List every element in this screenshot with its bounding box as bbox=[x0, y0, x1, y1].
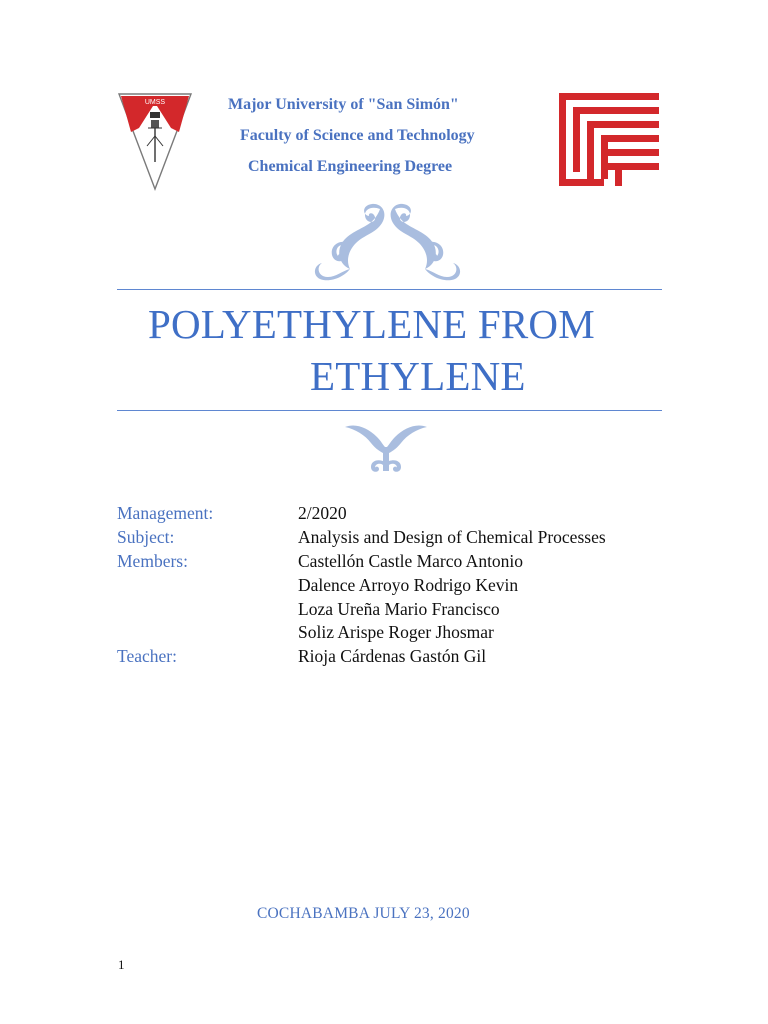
management-label: Management: bbox=[117, 503, 214, 523]
place-date: COCHABAMBA JULY 23, 2020 bbox=[257, 905, 470, 922]
teacher-label: Teacher: bbox=[117, 646, 177, 666]
subject-label: Subject: bbox=[117, 527, 175, 547]
top-ornament bbox=[310, 203, 465, 281]
degree-name: Chemical Engineering Degree bbox=[248, 158, 453, 175]
document-title-line-2: ETHYLENE bbox=[310, 353, 526, 399]
umss-logo bbox=[117, 92, 193, 192]
page-number: 1 bbox=[118, 957, 125, 972]
teacher-value: Rioja Cárdenas Gastón Gil bbox=[298, 646, 487, 666]
document-title-line-1: POLYETHYLENE FROM bbox=[148, 301, 595, 347]
member-name: Dalence Arroyo Rodrigo Kevin bbox=[298, 575, 519, 595]
member-name: Castellón Castle Marco Antonio bbox=[298, 551, 524, 571]
title-bottom-rule bbox=[117, 410, 662, 411]
bottom-ornament bbox=[345, 423, 427, 473]
fcyt-logo bbox=[559, 93, 659, 186]
members-label: Members: bbox=[117, 551, 188, 571]
management-value: 2/2020 bbox=[298, 503, 347, 523]
umss-logo-text: UMSS bbox=[144, 99, 166, 106]
title-top-rule bbox=[117, 289, 662, 290]
subject-value: Analysis and Design of Chemical Processes bbox=[298, 527, 606, 547]
faculty-name: Faculty of Science and Technology bbox=[240, 127, 475, 144]
member-name: Soliz Arispe Roger Jhosmar bbox=[298, 622, 494, 642]
member-name: Loza Ureña Mario Francisco bbox=[298, 599, 500, 619]
university-name: Major University of "San Simón" bbox=[228, 96, 459, 113]
